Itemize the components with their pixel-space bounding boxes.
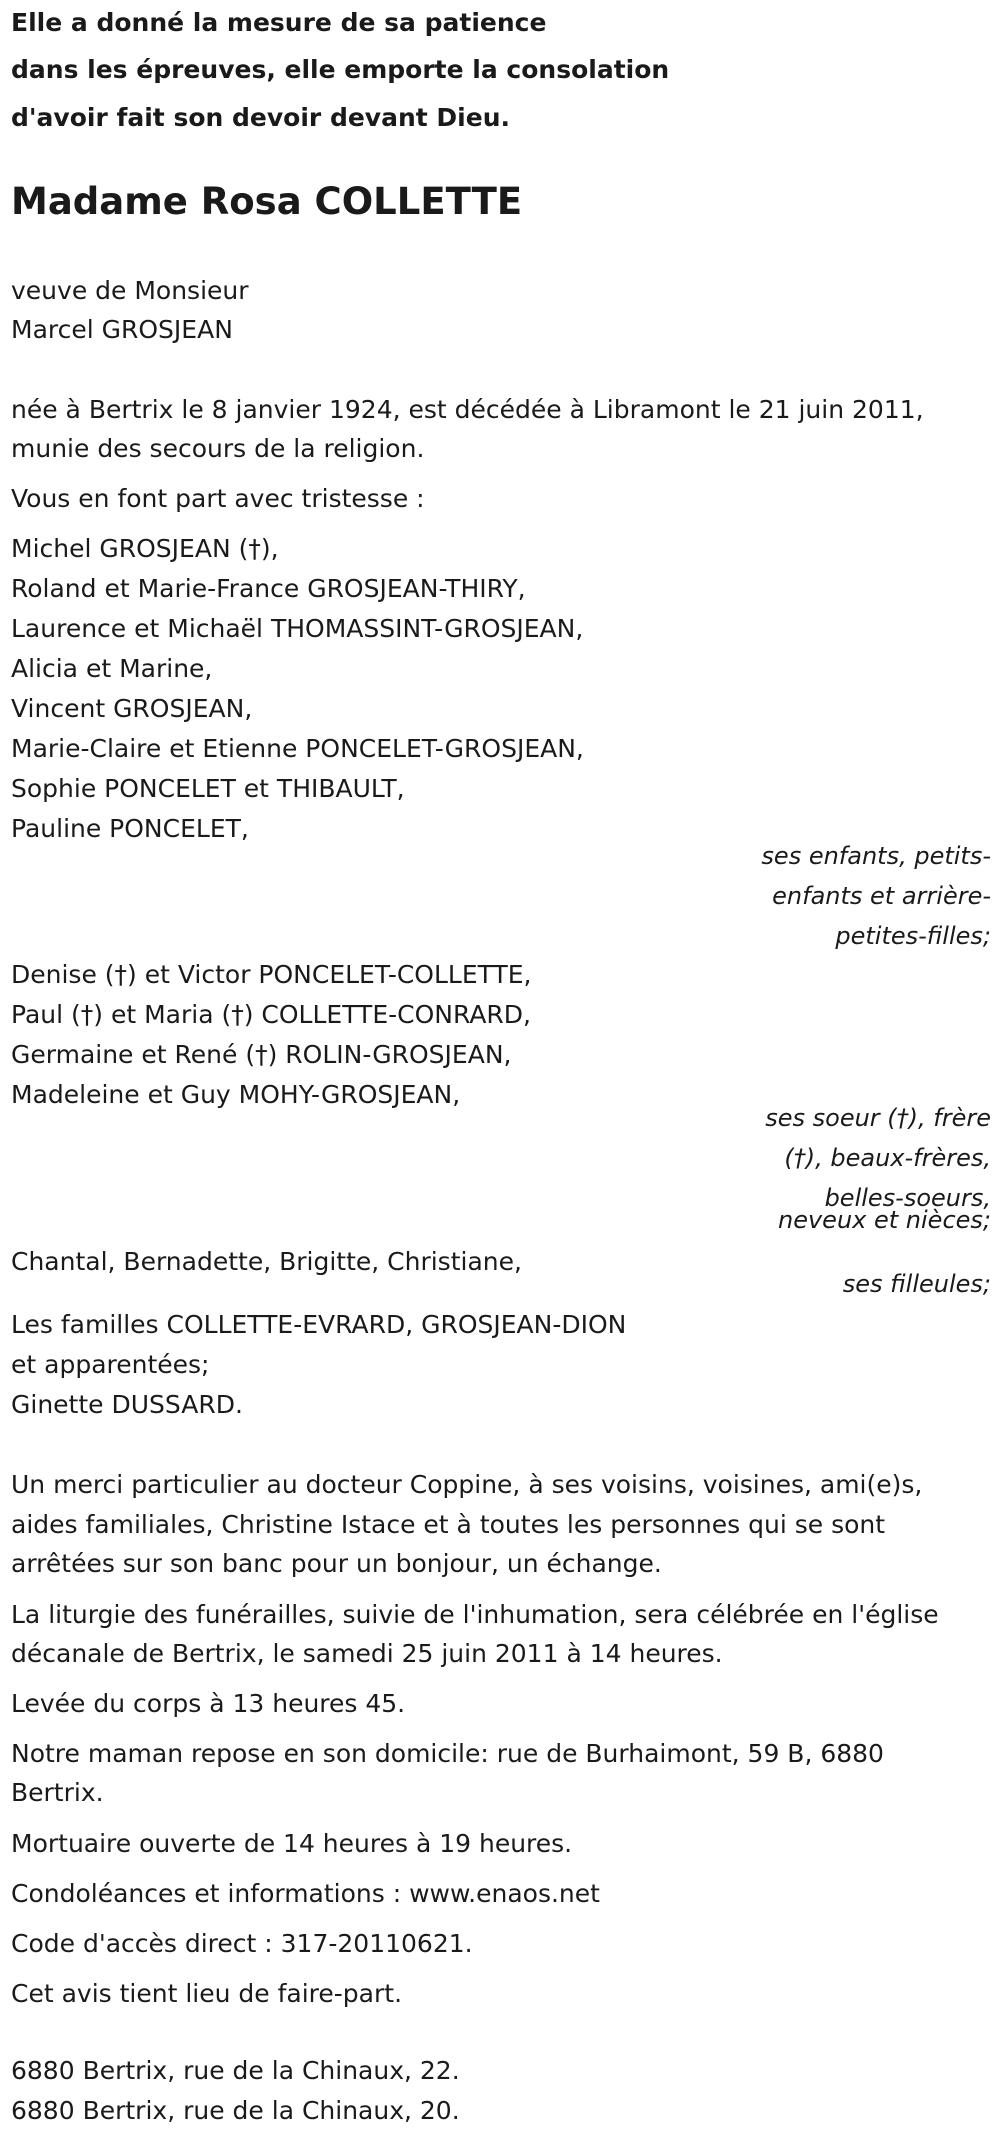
relation-label: ses soeur (†), frère [765,1104,991,1132]
thanks-line: arrêtées sur son banc pour un bonjour, un échange. [11,1549,662,1578]
family-member: Laurence et Michaël THOMASSINT-GROSJEAN, [11,614,584,643]
family-member: Germaine et René (†) ROLIN-GROSJEAN, [11,1040,512,1069]
other-family-line: Ginette DUSSARD. [11,1390,243,1419]
thanks-line: aides familiales, Christine Istace et à toutes les personnes qui se sont [11,1510,886,1539]
family-member: Vincent GROSJEAN, [11,694,253,723]
other-family-line: et apparentées; [11,1350,210,1379]
family-member: Marie-Claire et Etienne PONCELET-GROSJEAN, [11,734,584,763]
widow-of-line-1: veuve de Monsieur [11,276,249,305]
birth-death-line-2: munie des secours de la religion. [11,434,425,463]
family-member: Chantal, Bernadette, Brigitte, Christiane, [11,1247,522,1276]
faire-part-note: Cet avis tient lieu de faire-part. [11,1979,403,2008]
obituary-notice [11,0,991,2144]
levee-info: Levée du corps à 13 heures 45. [11,1689,406,1718]
relation-label: enfants et arrière- [772,882,991,910]
address-line: 6880 Bertrix, rue de la Chinaux, 22. [11,2056,460,2085]
family-member: Madeleine et Guy MOHY-GROSJEAN, [11,1080,461,1109]
address-line: 6880 Bertrix, rue de la Chinaux, 20. [11,2096,460,2125]
verse-line-1: Elle a donné la mesure de sa patience [11,8,547,37]
other-family-line: Les familles COLLETTE-EVRARD, GROSJEAN-DION [11,1310,627,1339]
relation-label: ses filleules; [842,1270,991,1298]
thanks-line: Un merci particulier au docteur Coppine, à ses voisins, voisines, ami(e)s, [11,1470,923,1499]
widow-of-line-2: Marcel GROSJEAN [11,315,233,344]
verse-line-2: dans les épreuves, elle emporte la consolation [11,55,670,84]
birth-death-line-1: née à Bertrix le 8 janvier 1924, est décédée à Libramont le 21 juin 2011, [11,395,924,424]
repose-line: Notre maman repose en son domicile: rue de Burhaimont, 59 B, 6880 [11,1739,884,1768]
deceased-name: Madame Rosa COLLETTE [11,180,523,223]
relation-label: belles-soeurs, [824,1184,991,1212]
repose-line: Bertrix. [11,1778,104,1807]
relation-label: (†), beaux-frères, [784,1144,991,1172]
relation-label: petites-filles; [835,922,991,950]
access-code: Code d'accès direct : 317-20110621. [11,1929,473,1958]
family-member: Paul (†) et Maria (†) COLLETTE-CONRARD, [11,1000,531,1029]
mortuaire-hours: Mortuaire ouverte de 14 heures à 19 heures. [11,1829,573,1858]
condolences-info: Condoléances et informations : www.enaos.net [11,1879,600,1908]
relation-label: ses enfants, petits- [761,842,991,870]
relation-label: neveux et nièces; [778,1206,991,1234]
family-member: Roland et Marie-France GROSJEAN-THIRY, [11,574,526,603]
family-member: Denise (†) et Victor PONCELET-COLLETTE, [11,960,532,989]
family-member: Michel GROSJEAN (†), [11,534,279,563]
verse-line-3: d'avoir fait son devoir devant Dieu. [11,103,510,132]
family-member: Pauline PONCELET, [11,814,249,843]
family-member: Alicia et Marine, [11,654,213,683]
ceremony-line: décanale de Bertrix, le samedi 25 juin 2011 à 14 heures. [11,1639,723,1668]
announcement-intro: Vous en font part avec tristesse : [11,484,425,513]
ceremony-line: La liturgie des funérailles, suivie de l'inhumation, sera célébrée en l'église [11,1600,939,1629]
family-member: Sophie PONCELET et THIBAULT, [11,774,405,803]
